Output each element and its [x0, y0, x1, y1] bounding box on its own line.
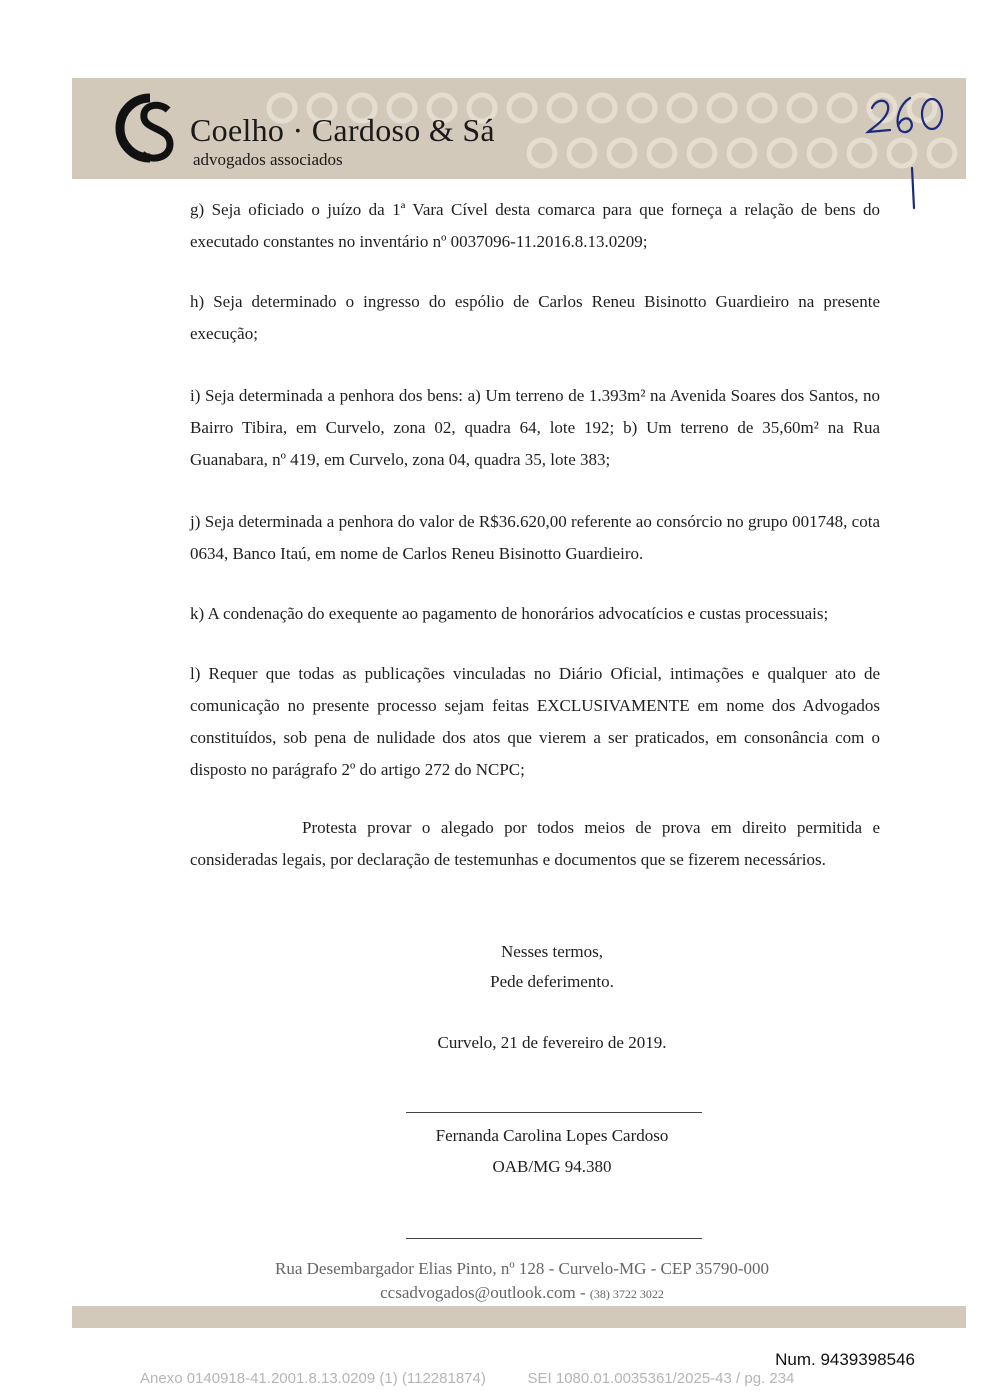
paragraph-g: g) Seja oficiado o juízo da 1ª Vara Cível desta comarca para que forneça a relação de bens do executado constantes no inventário nº 0037096-11.2016.8.13.0209;: [190, 200, 880, 251]
letterhead-band: [72, 78, 966, 179]
firm-name: Coelho · Cardoso & Sá: [190, 112, 495, 148]
paragraph-k: k) A condenação do exequente ao pagamento de honorários advocatícios e custas processuais;: [190, 604, 829, 623]
paragraph-i: i) Seja determinada a penhora dos bens: a) Um terreno de 1.393m² na Avenida Soares dos Santos, no Bairro Tibira, em Curvelo, zona 02, quadra 64, lote 192; b) Um terreno de 35,60m² na Rua Guanabara, nº 419, em Curvelo, zona 04, quadra 35, lote 383;: [190, 386, 880, 469]
footer-band: [72, 1306, 966, 1328]
footer-divider: [406, 1238, 702, 1239]
document-number-stamp: Num. 9439398546: [775, 1350, 915, 1369]
firm-subtitle: advogados associados: [193, 150, 343, 169]
footer-contact: [200, 1283, 844, 1303]
paragraph-l: l) Requer que todas as publicações vinculadas no Diário Oficial, intimações e qualquer ato de comunicação no presente processo sejam feitas EXCLUSIVAMENTE em nome dos Advogados constituídos, sob pena de nulidade dos atos que vierem a ser praticados, em consonância com o disposto no parágrafo 2º do artigo 272 do NCPC;: [190, 664, 880, 779]
closing-line-2: Pede deferimento.: [490, 972, 614, 991]
place-date: Curvelo, 21 de fevereiro de 2019.: [437, 1033, 667, 1052]
signer-oab: OAB/MG 94.380: [492, 1157, 612, 1176]
signer-name: Fernanda Carolina Lopes Cardoso: [435, 1126, 669, 1145]
footer-phone: (38) 3722 3022: [589, 1287, 664, 1301]
firm-logo-icon: [112, 88, 182, 168]
annex-stamp: Anexo 0140918-41.2001.8.13.0209 (1) (112281874) SEI 1080.01.0035361/2025-43 / pg. 234: [140, 1370, 795, 1387]
footer-address: Rua Desembargador Elias Pinto, nº 128 - Curvelo-MG - CEP 35790-000: [275, 1259, 769, 1278]
handwritten-page-number: [860, 90, 960, 210]
paragraph-protesta: Protesta provar o alegado por todos meios de prova em direito permitida e consideradas legais, por declaração de testemunhas e documentos que se fizerem necessários.: [190, 818, 880, 869]
closing-line-1: Nesses termos,: [501, 942, 603, 961]
footer-email: ccsadvogados@outlook.com: [380, 1283, 576, 1302]
paragraph-j: j) Seja determinada a penhora do valor de R$36.620,00 referente ao consórcio no grupo 001748, cota 0634, Banco Itaú, em nome de Carlos Reneu Bisinotto Guardieiro.: [190, 512, 880, 563]
footer-separator: -: [575, 1283, 590, 1302]
paragraph-h: h) Seja determinado o ingresso do espólio de Carlos Reneu Bisinotto Guardieiro na presente execução;: [190, 292, 880, 343]
signature-line: [406, 1112, 702, 1113]
